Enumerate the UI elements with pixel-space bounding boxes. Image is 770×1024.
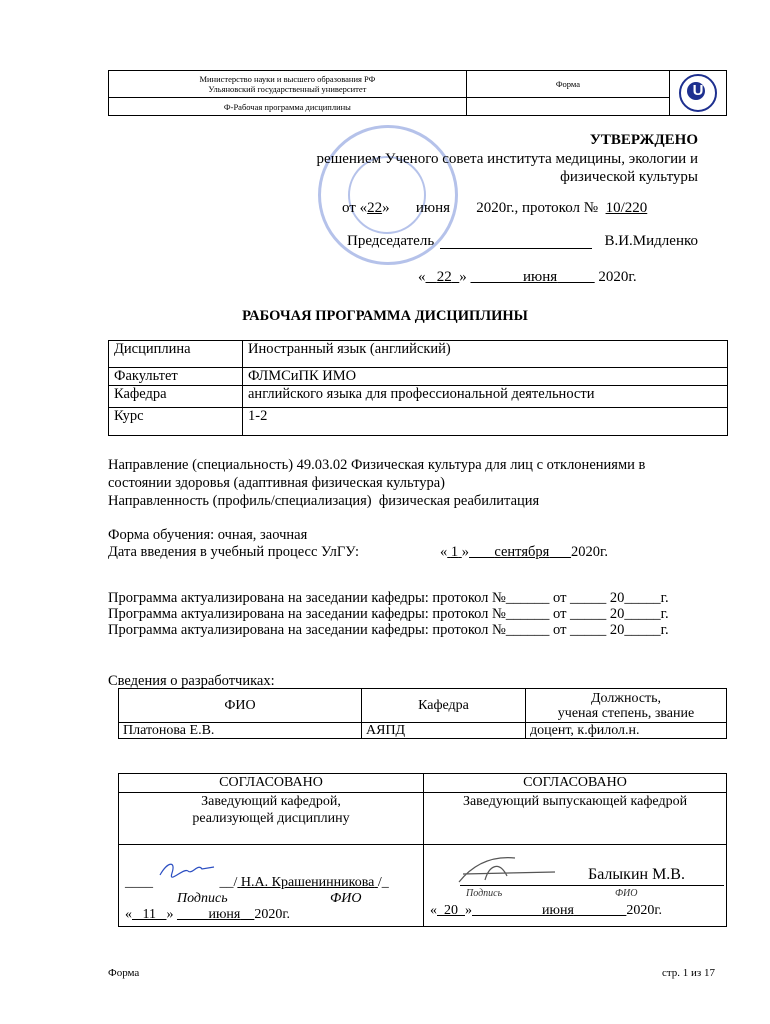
approval-line-2: физической культуры <box>560 169 698 185</box>
department-label: Кафедра <box>109 386 243 408</box>
protocol-number: 10/220 <box>605 200 648 216</box>
footer-page-number: стр. 1 из 17 <box>661 967 715 979</box>
approval-day: 22 <box>367 200 383 216</box>
left-sign-caption: Подпись <box>177 891 228 906</box>
chair-signature-line <box>440 248 592 249</box>
right-sign-date: « 20 » июня 2020г. <box>430 903 663 918</box>
agreement-right-title: СОГЛАСОВАНО <box>424 774 727 793</box>
update-line-1: Программа актуализирована на заседании кафедры: протокол №______ от _____ 20_____г. <box>108 590 669 606</box>
approval-chair-label: Председатель <box>347 233 435 249</box>
dev-position: доцент, к.филол.н. <box>526 723 727 739</box>
intro-date-label: Дата введения в учебный процесс УлГУ: <box>108 544 360 560</box>
department-value: английского языка для профессиональной деятельности <box>243 386 728 408</box>
dev-header-position: Должность, ученая степень, звание <box>526 689 727 723</box>
discipline-label: Дисциплина <box>109 341 243 368</box>
dev-dept: АЯПД <box>362 723 526 739</box>
profile-value: физическая реабилитация <box>378 493 540 509</box>
handwritten-signature-right <box>455 852 565 886</box>
program-label: Ф-Рабочая программа дисциплины <box>109 98 467 116</box>
discipline-table <box>108 340 728 436</box>
intro-date-value: « 1 » сентября 2020г. <box>440 544 608 560</box>
agreement-right-role: Заведующий выпускающей кафедрой <box>424 793 727 845</box>
document-title: РАБОЧАЯ ПРОГРАММА ДИСЦИПЛИНЫ <box>242 308 528 324</box>
direction-line-2: состоянии здоровья (адаптивная физическая культура) <box>108 475 445 491</box>
agreement-left-role: Заведующий кафедрой, реализующей дисциплину <box>119 793 424 845</box>
header-table <box>108 70 727 116</box>
course-label: Курс <box>109 408 243 436</box>
left-fio-caption: ФИО <box>330 891 362 906</box>
approval-title: УТВЕРЖДЕНО <box>589 132 698 148</box>
update-line-2: Программа актуализирована на заседании кафедры: протокол №______ от _____ 20_____г. <box>108 606 669 622</box>
left-signature-line: ____ __/ Н.А. Крашенинникова /_ <box>125 875 389 890</box>
left-signer-name: Н.А. Крашенинникова <box>240 875 375 890</box>
update-line-3: Программа актуализирована на заседании кафедры: протокол №______ от _____ 20_____г. <box>108 622 669 638</box>
study-form: Форма обучения: очная, заочная <box>108 527 308 543</box>
faculty-value: ФЛМСиПК ИМО <box>243 368 728 386</box>
footer-form: Форма <box>108 967 140 979</box>
right-fio-caption: ФИО <box>615 888 638 899</box>
form-label: Форма <box>466 71 669 98</box>
table-row <box>119 723 727 739</box>
left-sign-date: « 11 » июня 2020г. <box>125 907 291 922</box>
dev-header-fio: ФИО <box>119 689 362 723</box>
developers-caption: Сведения о разработчиках: <box>108 673 275 689</box>
approval-chair-name: В.И.Мидленко <box>604 233 698 249</box>
approval-date-line: от «22» июня 2020г., протокол № 10/220 <box>342 200 648 216</box>
dev-fio: Платонова Е.В. <box>119 723 362 739</box>
approval-sign-date: « 22 » июня 2020г. <box>418 269 637 285</box>
ministry-cell <box>109 71 467 98</box>
university-logo-icon <box>679 74 717 112</box>
ministry-line-2: Ульяновский государственный университет <box>208 84 367 94</box>
dev-header-dept: Кафедра <box>362 689 526 723</box>
profile-line: Направленность (профиль/специализация) физическая реабилитация <box>108 493 540 509</box>
approval-month: июня <box>415 200 451 216</box>
direction-line-1: Направление (специальность) 49.03.02 Физическая культура для лиц с отклонениями в <box>108 457 646 473</box>
faculty-label: Факультет <box>109 368 243 386</box>
logo-cell <box>670 71 727 116</box>
developers-table <box>118 688 727 739</box>
approval-line-1: решением Ученого совета института медицины, экологии и <box>316 151 698 167</box>
right-sign-caption: Подпись <box>466 888 503 899</box>
agreement-left-title: СОГЛАСОВАНО <box>119 774 424 793</box>
course-value: 1-2 <box>243 408 728 436</box>
ministry-line-1: Министерство науки и высшего образования РФ <box>199 74 376 84</box>
right-signer-name: Балыкин М.В. <box>588 866 685 883</box>
discipline-value: Иностранный язык (английский) <box>243 341 728 368</box>
